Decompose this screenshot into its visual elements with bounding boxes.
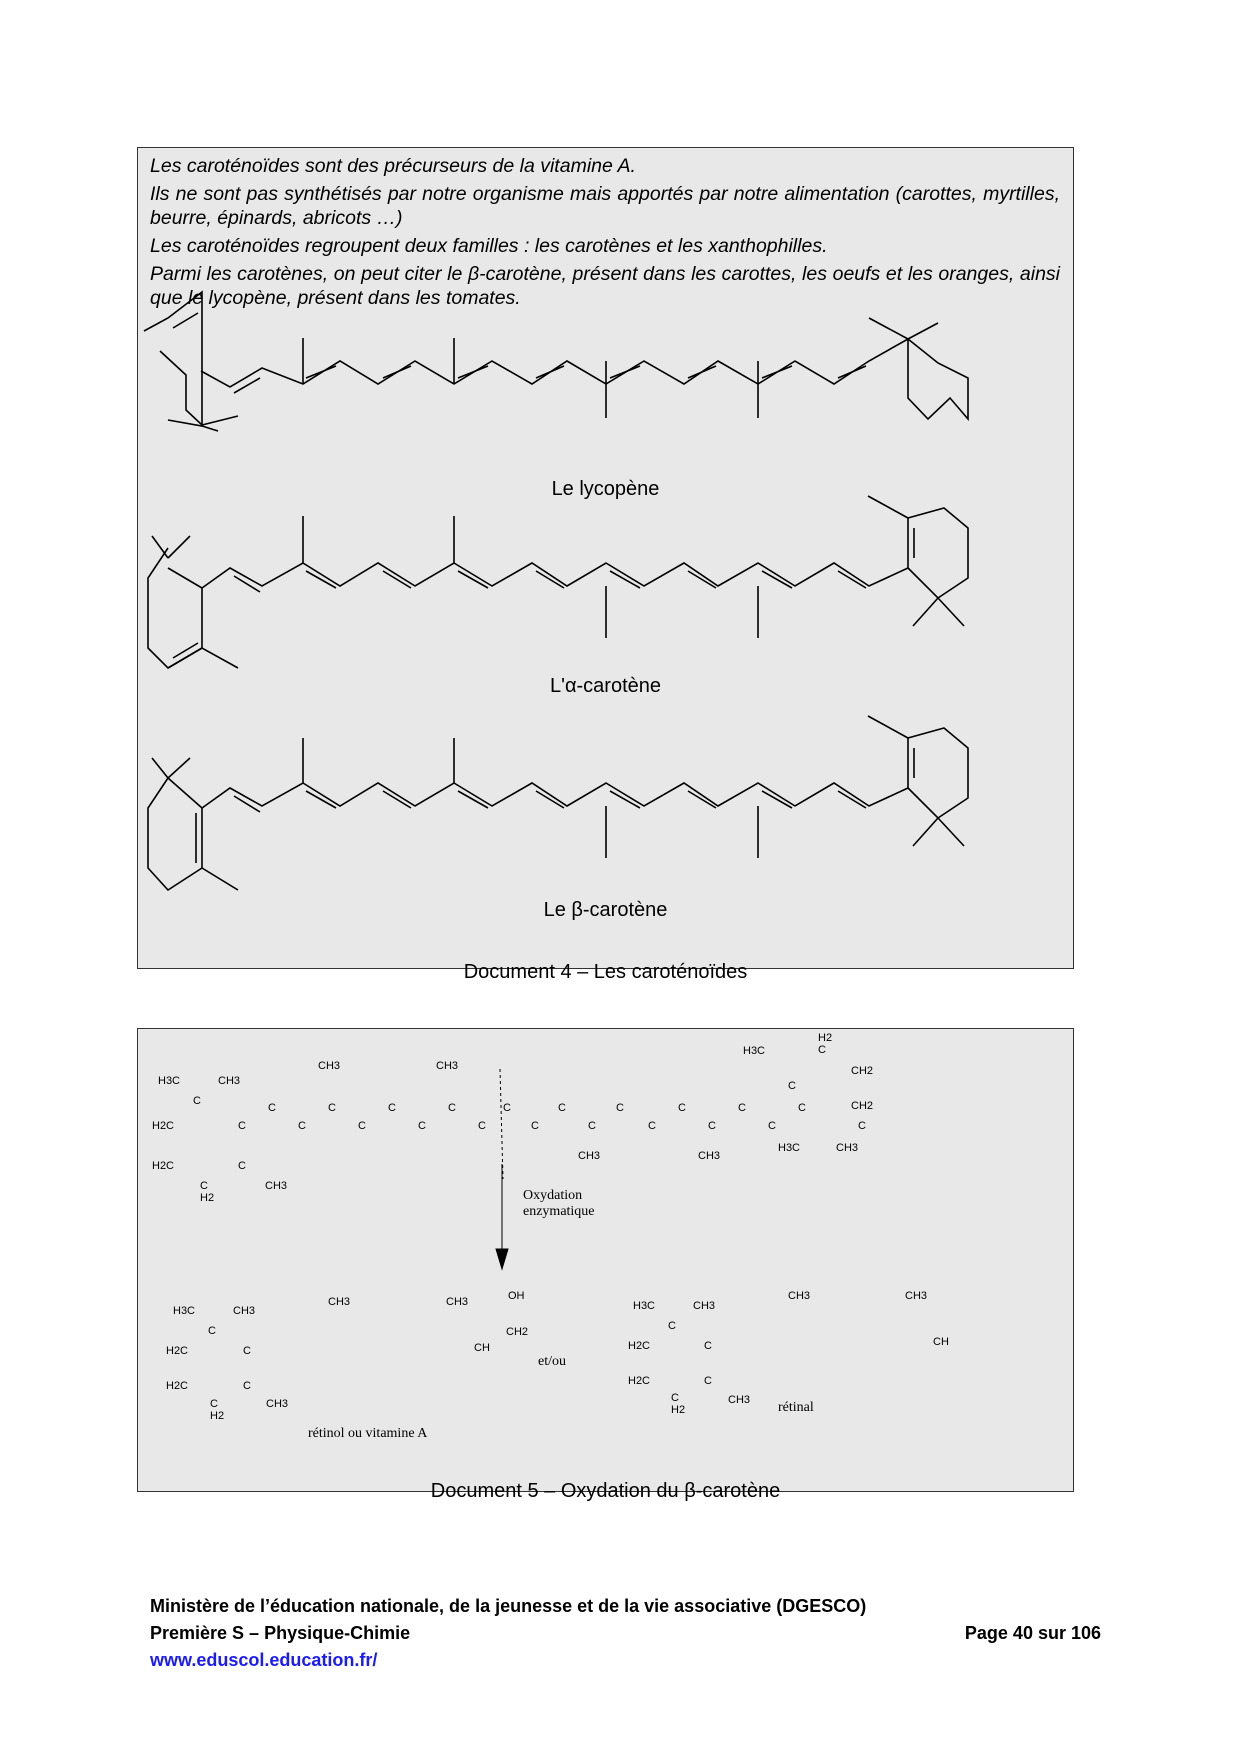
footer-course: Première S – Physique-Chimie (150, 1623, 411, 1643)
caption-document-5: Document 5 – Oxydation du β-carotène (430, 1480, 781, 1502)
svg-text:CH: CH (933, 1336, 949, 1348)
svg-text:C: C (558, 1102, 566, 1114)
svg-text:H3C: H3C (633, 1300, 656, 1312)
svg-text:CH3: CH3 (788, 1290, 811, 1302)
svg-text:H2: H2 (210, 1410, 225, 1422)
svg-text:C: C (448, 1102, 456, 1114)
svg-text:H2C: H2C (152, 1160, 175, 1172)
svg-text:C: C (503, 1102, 511, 1114)
oxidation-scheme (138, 1029, 1075, 1493)
svg-text:C: C (788, 1080, 796, 1092)
svg-text:CH3: CH3 (218, 1075, 241, 1087)
svg-text:CH: CH (474, 1342, 490, 1354)
svg-text:CH3: CH3 (446, 1296, 469, 1308)
svg-text:H3C: H3C (173, 1305, 196, 1317)
retinal-label: rétinal (778, 1400, 814, 1415)
reaction-label-2: enzymatique (523, 1204, 595, 1219)
svg-text:CH2: CH2 (851, 1100, 874, 1112)
svg-text:C: C (238, 1160, 246, 1172)
svg-text:CH3: CH3 (318, 1060, 341, 1072)
svg-text:CH2: CH2 (506, 1326, 529, 1338)
svg-text:C: C (708, 1120, 716, 1132)
svg-text:C: C (243, 1345, 251, 1357)
svg-text:C: C (210, 1398, 218, 1410)
svg-text:C: C (418, 1120, 426, 1132)
svg-text:H2: H2 (200, 1192, 215, 1204)
svg-text:CH3: CH3 (698, 1150, 721, 1162)
svg-text:C: C (648, 1120, 656, 1132)
svg-text:CH3: CH3 (905, 1290, 928, 1302)
footer-page-number: Page 40 sur 106 (964, 1623, 1101, 1643)
svg-text:H2C: H2C (628, 1375, 651, 1387)
svg-text:C: C (243, 1380, 251, 1392)
retinal-formula (628, 1290, 949, 1416)
intro-line-4: Parmi les carotènes, on peut citer le β-carotène, présent dans les carottes, les oeufs et les oranges, ainsi que le lycopène, présent dans les tomates. (150, 263, 1060, 309)
footer-link[interactable]: www.eduscol.education.fr/ (150, 1650, 378, 1670)
svg-text:CH3: CH3 (578, 1150, 601, 1162)
label-beta-carotene: Le β-carotène (543, 899, 668, 921)
svg-text:H3C: H3C (778, 1142, 801, 1154)
svg-text:C: C (818, 1044, 826, 1056)
svg-text:CH3: CH3 (266, 1398, 289, 1410)
svg-text:CH3: CH3 (265, 1180, 288, 1192)
svg-text:C: C (678, 1102, 686, 1114)
svg-text:CH3: CH3 (836, 1142, 859, 1154)
svg-text:C: C (531, 1120, 539, 1132)
svg-text:C: C (588, 1120, 596, 1132)
reaction-label: Oxydation (523, 1188, 583, 1203)
label-lycopene: Le lycopène (551, 478, 660, 500)
svg-text:H2: H2 (671, 1404, 686, 1416)
svg-text:C: C (358, 1120, 366, 1132)
document-5-box (137, 1028, 1074, 1492)
svg-text:OH: OH (508, 1290, 525, 1302)
svg-text:CH3: CH3 (693, 1300, 716, 1312)
lycopene-structure (144, 292, 968, 431)
footer-ministry: Ministère de l’éducation nationale, de la jeunesse et de la vie associative (DGESCO) (150, 1596, 867, 1616)
svg-text:C: C (388, 1102, 396, 1114)
intro-line-2: Ils ne sont pas synthétisés par notre organisme mais apportés par notre alimentation (carottes, myrtilles, beurre, épinards, abricots …) (150, 183, 1060, 229)
connector-label: et/ou (538, 1354, 566, 1369)
retinol-label: rétinol ou vitamine A (308, 1426, 428, 1441)
svg-text:H3C: H3C (743, 1045, 766, 1057)
svg-text:C: C (478, 1120, 486, 1132)
carotenoid-structures (138, 148, 1075, 970)
svg-text:C: C (616, 1102, 624, 1114)
svg-text:C: C (738, 1102, 746, 1114)
intro-line-3: Les caroténoïdes regroupent deux familles : les carotènes et les xanthophilles. (150, 235, 828, 257)
svg-text:C: C (298, 1120, 306, 1132)
svg-text:H2C: H2C (166, 1380, 189, 1392)
svg-text:C: C (200, 1180, 208, 1192)
svg-text:C: C (268, 1102, 276, 1114)
svg-text:C: C (668, 1320, 676, 1332)
svg-text:C: C (328, 1102, 336, 1114)
svg-text:H2C: H2C (166, 1345, 189, 1357)
alpha-carotene-structure (148, 496, 968, 668)
svg-text:C: C (671, 1392, 679, 1404)
retinol-formula (166, 1290, 528, 1422)
svg-text:C: C (768, 1120, 776, 1132)
svg-text:CH3: CH3 (728, 1394, 751, 1406)
beta-carotene-structure (148, 716, 968, 890)
svg-text:C: C (858, 1120, 866, 1132)
svg-text:C: C (208, 1325, 216, 1337)
svg-text:H2C: H2C (628, 1340, 651, 1352)
svg-text:H2: H2 (818, 1032, 833, 1044)
document-4-box (137, 147, 1074, 969)
svg-text:C: C (798, 1102, 806, 1114)
svg-text:CH3: CH3 (233, 1305, 256, 1317)
svg-text:C: C (238, 1120, 246, 1132)
svg-text:C: C (704, 1375, 712, 1387)
caption-document-4: Document 4 – Les caroténoïdes (463, 961, 748, 983)
svg-text:C: C (704, 1340, 712, 1352)
svg-text:CH2: CH2 (851, 1065, 874, 1077)
svg-text:C: C (193, 1095, 201, 1107)
intro-line-1: Les caroténoïdes sont des précurseurs de la vitamine A. (150, 155, 636, 177)
beta-carotene-formula (152, 1032, 873, 1204)
svg-text:H3C: H3C (158, 1075, 181, 1087)
svg-text:H2C: H2C (152, 1120, 175, 1132)
svg-text:CH3: CH3 (436, 1060, 459, 1072)
label-alpha-carotene: L'α-carotène (550, 675, 661, 697)
svg-text:CH3: CH3 (328, 1296, 351, 1308)
